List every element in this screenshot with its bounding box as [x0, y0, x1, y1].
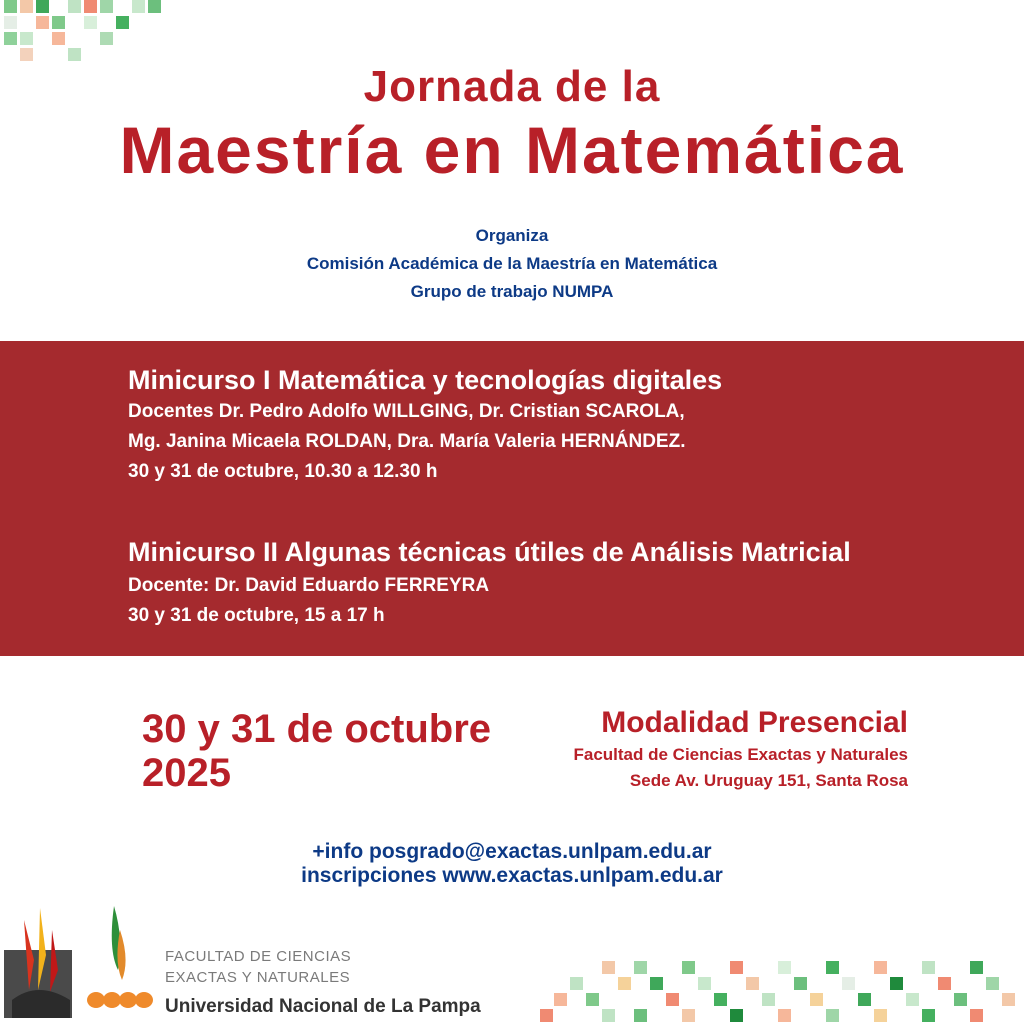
faculty-name-line-2: EXACTAS Y NATURALES [165, 969, 351, 986]
event-date-line-1: 30 y 31 de octubre [142, 707, 492, 751]
university-logo-icon [4, 900, 79, 1020]
organiza-label: Organiza [475, 226, 549, 245]
organiza-line-1: Comisión Académica de la Maestría en Matemática [306, 254, 718, 273]
course-2-line-2: 30 y 31 de octubre, 15 a 17 h [128, 605, 385, 626]
title-line-1: Jornada de la [363, 62, 661, 111]
faculty-name-line-1: FACULTAD DE CIENCIAS [165, 948, 352, 965]
course-1-title: Minicurso I Matemática y tecnologías digitales [128, 365, 723, 395]
venue-line-1: Facultad de Ciencias Exactas y Naturales [573, 745, 908, 764]
university-name: Universidad Nacional de La Pampa [165, 996, 481, 1017]
course-2-line-1: Docente: Dr. David Eduardo FERREYRA [128, 575, 490, 596]
venue-line-2: Sede Av. Uruguay 151, Santa Rosa [629, 771, 908, 790]
decorative-mosaic-top-left [0, 0, 170, 62]
courses-band [0, 341, 1024, 656]
faculty-logo-icon [84, 900, 154, 1020]
course-1-line-1: Docentes Dr. Pedro Adolfo WILLGING, Dr. Cristian SCAROLA, [128, 401, 685, 422]
title-line-2: Maestría en Matemática [119, 113, 905, 187]
organiza-line-2: Grupo de trabajo NUMPA [410, 282, 614, 301]
modality-title: Modalidad Presencial [601, 706, 908, 739]
contact-info[interactable]: +info posgrado@exactas.unlpam.edu.ar [312, 840, 712, 863]
modality-block [574, 704, 909, 794]
course-1-line-3: 30 y 31 de octubre, 10.30 a 12.30 h [128, 461, 438, 482]
course-1-line-2: Mg. Janina Micaela ROLDAN, Dra. María Valeria HERNÁNDEZ. [128, 431, 686, 452]
event-dates [142, 707, 491, 795]
decorative-mosaic-bottom-right [540, 955, 1024, 1024]
course-2-title: Minicurso II Algunas técnicas útiles de Análisis Matricial [128, 537, 851, 567]
contact-inscripciones[interactable]: inscripciones www.exactas.unlpam.edu.ar [301, 864, 723, 887]
event-date-line-2: 2025 [142, 751, 231, 795]
